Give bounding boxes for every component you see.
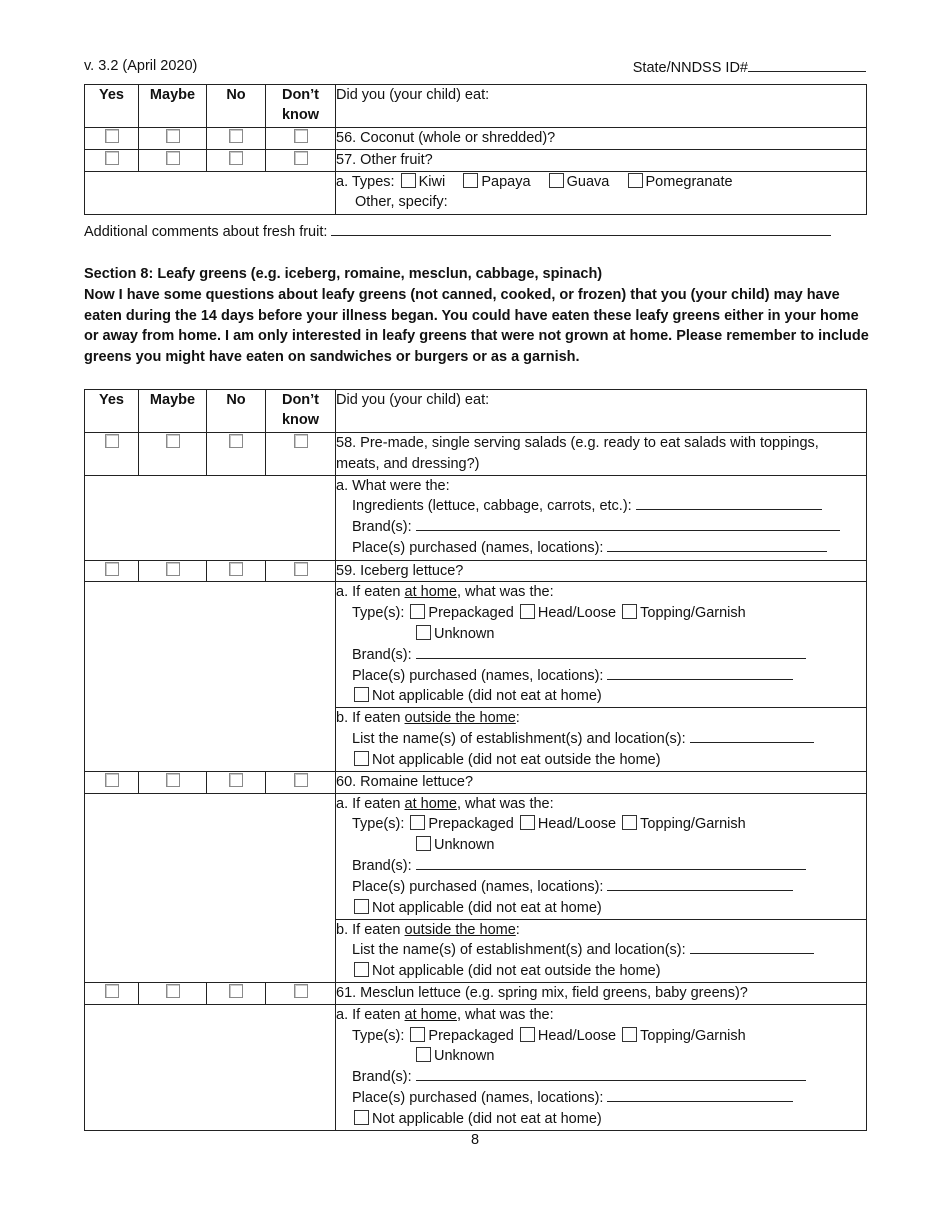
section-8-intro: Now I have some questions about leafy greens (not canned, cooked, or frozen) that you (your child) may have eaten during the 14 days before your illness began. You could have eaten these leafy greens either in your home or away from home. I am only interested in leafy greens that were not grown at home. Please remember to include greens you might have eaten on sandwiches or burgers or as a garnish. [84,286,869,366]
q58-brand-blank[interactable] [416,517,840,531]
fruit-comments-label: Additional comments about fresh fruit: [84,224,328,240]
q59b-cell: b. If eaten outside the home: List the name(s) of establishment(s) and location(s): Not applicable (did not eat outside the home) [336,708,867,771]
col-dont-know: Don’t know [266,390,336,433]
q59a-cell: a. If eaten at home, what was the: Type(s): Prepackaged Head/Loose Topping/Garnish Unknown Brand(s): Place(s) purchased (names, locations): Not applicable (did not eat at home) [336,582,867,708]
q61-place-blank[interactable] [607,1088,793,1102]
q57a-row [85,171,867,214]
q59-topping-checkbox[interactable] [622,604,637,619]
types-label: a. Types: [336,173,395,190]
fruit-comments-blank[interactable] [331,222,831,236]
q59-place-field[interactable]: Place(s) purchased (names, locations): [336,666,866,687]
guava-label: Guava [566,173,610,190]
fruit-comments-field[interactable] [84,222,867,240]
q60-na-outside-checkbox[interactable] [354,962,369,977]
q58-text: 58. Pre-made, single serving salads (e.g. ready to eat salads with toppings, meats, and dressing?) [336,433,867,476]
q60-prepackaged-checkbox[interactable] [410,815,425,830]
q59-brand-blank[interactable] [416,645,806,659]
q58-yes-checkbox[interactable] [105,434,119,448]
q58a-cell [336,475,867,560]
q60-text: 60. Romaine lettuce? [336,771,867,793]
pomegranate-label: Pomegranate [645,173,733,190]
pomegranate-checkbox[interactable] [628,173,643,188]
q61-yes-checkbox[interactable] [105,984,119,998]
q60-na-home-checkbox[interactable] [354,899,369,914]
nndss-id-label: State/NNDSS ID# [632,60,748,76]
q59-list-field[interactable]: List the name(s) of establishment(s) and location(s): [336,729,866,750]
q59-place-blank[interactable] [607,666,793,680]
section-8-heading [84,264,874,368]
q58a-row [85,475,867,560]
q57-dont-know-checkbox[interactable] [294,151,308,165]
q59-dont-know-checkbox[interactable] [294,562,308,576]
q56-maybe-checkbox[interactable] [166,129,180,143]
q59-list-blank[interactable] [690,729,814,743]
q59-headloose-checkbox[interactable] [520,604,535,619]
q61-na-home-checkbox[interactable] [354,1110,369,1125]
nndss-id-blank[interactable] [748,58,866,72]
q61-dont-know-checkbox[interactable] [294,984,308,998]
q58-no-checkbox[interactable] [229,434,243,448]
q59-yes-checkbox[interactable] [105,562,119,576]
q56-dont-know-checkbox[interactable] [294,129,308,143]
guava-checkbox[interactable] [549,173,564,188]
q61a-row [85,1004,867,1130]
col-dont-know: Don’t know [266,85,336,128]
q60-brand-field[interactable]: Brand(s): [336,856,866,877]
q58a-label: a. What were the: [336,477,450,494]
q58-row [85,433,867,476]
leafy-greens-table [84,389,867,1131]
q61a-cell: a. If eaten at home, what was the: Type(s): Prepackaged Head/Loose Topping/Garnish Unknown Brand(s): Place(s) purchased (names, locations): Not applicable (did not eat at home) [336,1004,867,1130]
q60-no-checkbox[interactable] [229,773,243,787]
q57-row [85,149,867,171]
q57-maybe-checkbox[interactable] [166,151,180,165]
q59-no-checkbox[interactable] [229,562,243,576]
q60-brand-blank[interactable] [416,856,806,870]
q58-ingredients-field[interactable]: Ingredients (lettuce, cabbage, carrots, etc.): [336,496,866,517]
q61-place-field[interactable]: Place(s) purchased (names, locations): [336,1088,866,1109]
q61-brand-blank[interactable] [416,1067,806,1081]
col-yes: Yes [85,85,139,128]
q60-place-field[interactable]: Place(s) purchased (names, locations): [336,877,866,898]
q60-row [85,771,867,793]
q61-brand-field[interactable]: Brand(s): [336,1067,866,1088]
q60-list-blank[interactable] [690,940,814,954]
q59-text: 59. Iceberg lettuce? [336,560,867,582]
q60-headloose-checkbox[interactable] [520,815,535,830]
form-version: v. 3.2 (April 2020) [84,58,198,74]
q61-maybe-checkbox[interactable] [166,984,180,998]
q60-yes-checkbox[interactable] [105,773,119,787]
col-question: Did you (your child) eat: [336,85,867,128]
q60a-row [85,793,867,919]
q58-brand-field[interactable]: Brand(s): [336,517,866,538]
q59-row [85,560,867,582]
q60-unknown-checkbox[interactable] [416,836,431,851]
q56-text: 56. Coconut (whole or shredded)? [336,128,867,150]
q59-maybe-checkbox[interactable] [166,562,180,576]
q59a-row [85,582,867,708]
q60-dont-know-checkbox[interactable] [294,773,308,787]
q60a-cell: a. If eaten at home, what was the: Type(s): Prepackaged Head/Loose Topping/Garnish Unknown Brand(s): Place(s) purchased (names, locations): Not applicable (did not eat at home) [336,793,867,919]
col-yes: Yes [85,390,139,433]
q59-na-home-checkbox[interactable] [354,687,369,702]
page-number: 8 [470,1132,480,1148]
table-header-row [85,85,867,128]
col-question: Did you (your child) eat: [336,390,867,433]
q60-place-blank[interactable] [607,877,793,891]
col-maybe: Maybe [139,390,207,433]
q56-yes-checkbox[interactable] [105,129,119,143]
nndss-id-field[interactable] [633,58,866,76]
papaya-label: Papaya [481,173,531,190]
col-no: No [207,85,266,128]
q57a-cell [336,171,867,214]
section-8-title: Section 8: Leafy greens (e.g. iceberg, romaine, mesclun, cabbage, spinach) [84,266,603,282]
col-no: No [207,390,266,433]
kiwi-checkbox[interactable] [401,173,416,188]
q60-list-field[interactable]: List the name(s) of establishment(s) and location(s): [336,940,866,961]
q61-text: 61. Mesclun lettuce (e.g. spring mix, field greens, baby greens)? [336,982,867,1004]
q61-no-checkbox[interactable] [229,984,243,998]
q58-place-field[interactable]: Place(s) purchased (names, locations): [336,538,866,559]
fruit-table [84,84,867,215]
q58-place-blank[interactable] [607,538,827,552]
papaya-checkbox[interactable] [463,173,478,188]
q57-yes-checkbox[interactable] [105,151,119,165]
q60-topping-checkbox[interactable] [622,815,637,830]
q57-text: 57. Other fruit? [336,149,867,171]
q61-unknown-checkbox[interactable] [416,1047,431,1062]
q59-brand-field[interactable]: Brand(s): [336,645,866,666]
q61-prepackaged-checkbox[interactable] [410,1027,425,1042]
kiwi-label: Kiwi [418,173,446,190]
q56-row [85,128,867,150]
q61-row [85,982,867,1004]
q56-no-checkbox[interactable] [229,129,243,143]
other-specify-label: Other, specify: [355,194,448,211]
q58-dont-know-checkbox[interactable] [294,434,308,448]
q61-topping-checkbox[interactable] [622,1027,637,1042]
table-header-row [85,390,867,433]
col-maybe: Maybe [139,85,207,128]
q59-prepackaged-checkbox[interactable] [410,604,425,619]
q60-maybe-checkbox[interactable] [166,773,180,787]
q59-na-outside-checkbox[interactable] [354,751,369,766]
q58-ingredients-blank[interactable] [636,496,822,510]
q59-unknown-checkbox[interactable] [416,625,431,640]
q61-headloose-checkbox[interactable] [520,1027,535,1042]
q58-maybe-checkbox[interactable] [166,434,180,448]
q57-no-checkbox[interactable] [229,151,243,165]
q60b-cell: b. If eaten outside the home: List the name(s) of establishment(s) and location(s): Not applicable (did not eat outside the home) [336,919,867,982]
